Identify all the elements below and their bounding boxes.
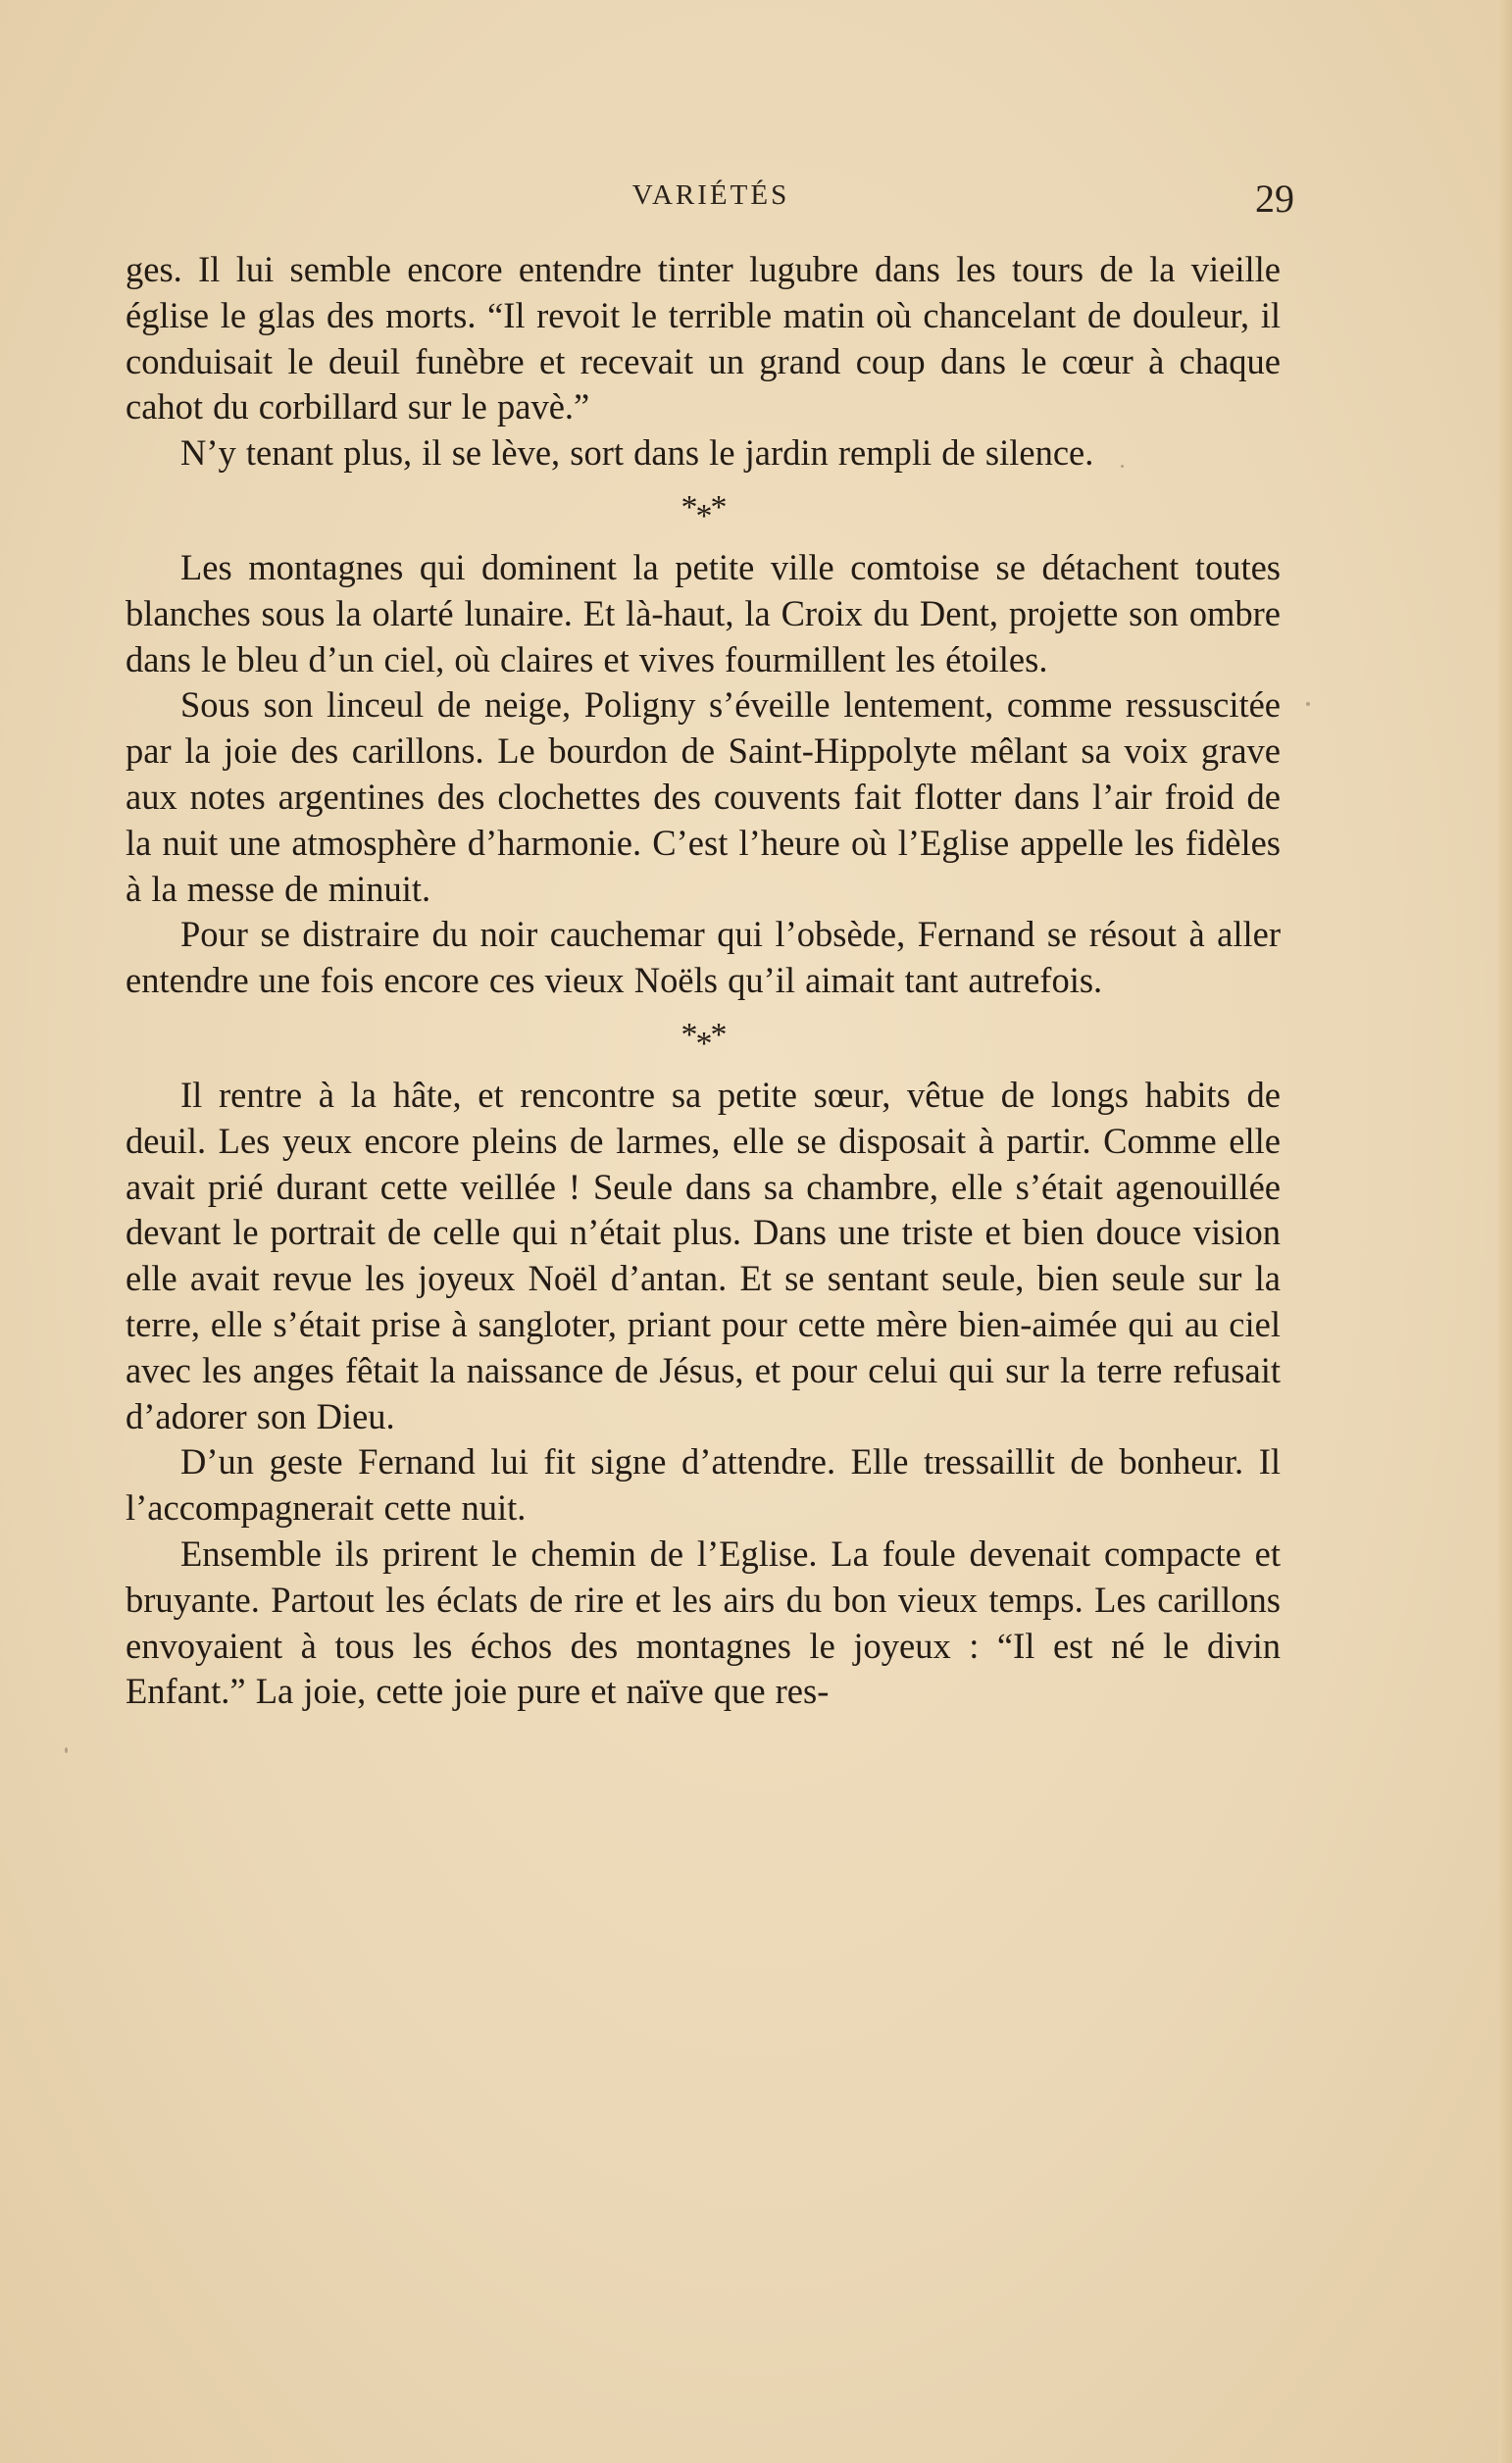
paragraph: Sous son linceul de neige, Poligny s’éveille lentement, comme ressuscitée par la joie des carillons. Le bourdon de Saint-Hippolyte mêlant sa voix grave aux notes argentines des clochettes des couvents fait flotter dans l’air froid de la nuit une atmosphère d’harmonie. C’est l’heure où l’Eglise appelle les fidèles à la messe de minuit. (126, 684, 1281, 909)
asterism-separator (126, 488, 1281, 534)
paragraph: Pour se distraire du noir cauchemar qui l’obsède, Fernand se résout à aller entendre une fois encore ces vieux Noëls qu’il aimait tant autrefois. (126, 914, 1281, 1001)
asterism-star: * (695, 1025, 711, 1062)
paragraph: N’y tenant plus, il se lève, sort dans le jardin rempli de silence. (180, 432, 1094, 474)
paragraph: Ensemble ils prirent le chemin de l’Eglise. La foule devenait compacte et bruyante. Partout les éclats de rire et les airs du bon vieux temps. Les carillons envoyaient à tous les échos des montagnes le joyeux : “Il est né le divin Enfant.” La joie, cette joie pure et naïve que res- (126, 1533, 1281, 1712)
paragraph: Il rentre à la hâte, et rencontre sa petite sœur, vêtue de longs habits de deuil. Les yeux encore pleins de larmes, elle se disposait à partir. Comme elle avait prié durant cette veillée ! Seule dans sa chambre, elle s’était agenouillée devant le portrait de celle qui n’était plus. Dans une triste et bien douce vision elle avait revue les joyeux Noël d’antan. Et se sentant seule, bien seule sur la terre, elle s’était prise à sangloter, priant pour cette mère bien-aimée qui au ciel avec les anges fêtait la naissance de Jésus, et pour celui qui sur la terre refusait d’adorer son Dieu. (126, 1074, 1281, 1436)
paragraph: Les montagnes qui dominent la petite ville comtoise se détachent toutes blanches sous la olarté lunaire. Et là-haut, la Croix du Dent, projette son ombre dans le bleu d’un ciel, où claires et vives fourmillent les étoiles. (126, 546, 1281, 679)
paper-speck (65, 1747, 68, 1753)
page-edge (1498, 0, 1512, 2463)
paper-speck (1306, 702, 1310, 706)
asterism-star: * (695, 497, 711, 534)
paragraph: ges. Il lui semble encore entendre tinter lugubre dans les tours de la vieille église le glas des morts. “Il revoit le terrible matin où chancelant de douleur, il conduisait le deuil funèbre et recevait un grand coup dans le cœur à chaque cahot du corbillard sur le pavè.” (126, 249, 1281, 427)
asterism-separator (126, 1016, 1281, 1062)
asterism-star: * (710, 1016, 726, 1053)
page-header (127, 176, 1294, 228)
asterism-star: * (680, 488, 696, 526)
page-number: 29 (1255, 176, 1294, 221)
paragraph: D’un geste Fernand lui fit signe d’attendre. Elle tressaillit de bonheur. Il l’accompagnerait cette nuit. (126, 1441, 1281, 1529)
asterism-star: * (680, 1016, 696, 1053)
body-text (126, 247, 1281, 1715)
running-head: VARIÉTÉS (631, 179, 790, 211)
paper-speck (1121, 465, 1124, 468)
asterism-star: * (710, 488, 726, 526)
